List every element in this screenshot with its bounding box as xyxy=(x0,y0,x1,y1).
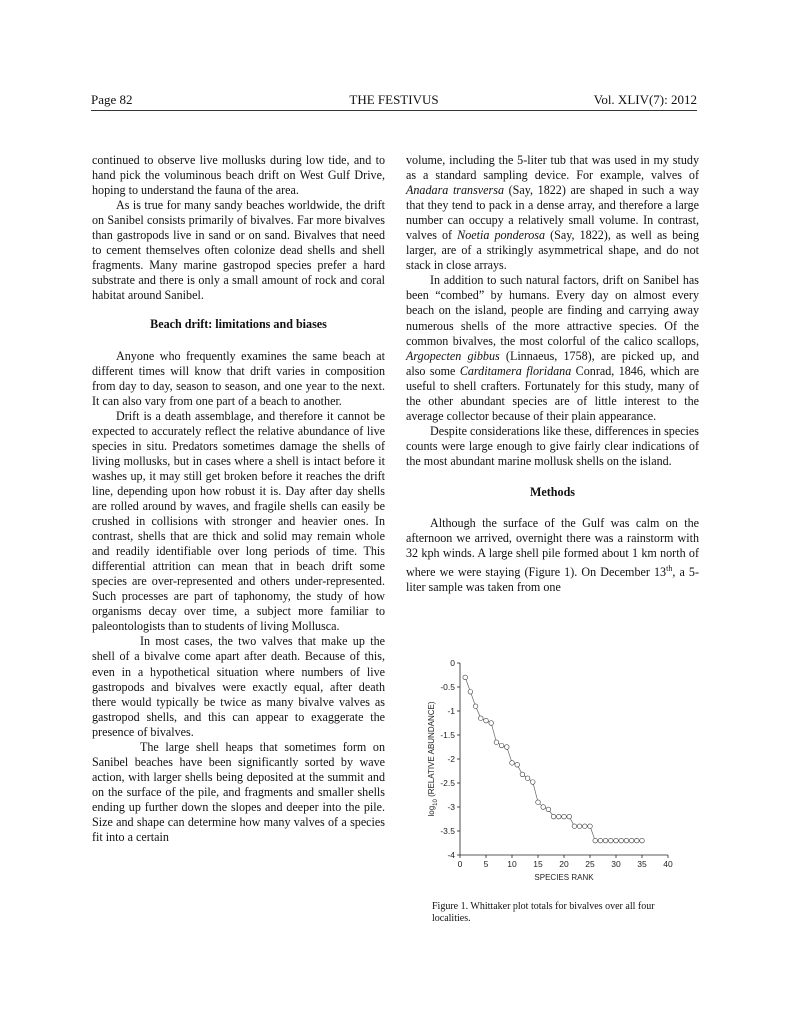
page-number: Page 82 xyxy=(91,92,133,107)
data-point xyxy=(531,780,536,785)
data-point xyxy=(603,838,608,843)
superscript: th xyxy=(666,564,673,574)
data-point xyxy=(598,838,603,843)
paragraph xyxy=(406,273,699,423)
species-name: Noetia ponderosa xyxy=(457,228,546,243)
y-tick-label: -0.5 xyxy=(440,682,455,692)
y-label-prefix: log xyxy=(427,805,436,817)
species-name: Anadara transversa xyxy=(406,183,505,198)
x-tick-label: 10 xyxy=(507,859,517,869)
paragraph xyxy=(406,516,699,595)
species-name: Argopecten gibbus xyxy=(406,348,500,363)
y-tick-label: -1.5 xyxy=(440,730,455,740)
text-run: Conrad, 1846, which are useful to shell crafters. Fortunately for this study, many of the other abundant species are of little interest to the average collector because of their plain appearance. xyxy=(406,363,700,423)
data-point xyxy=(629,838,634,843)
text-run: Although the surface of the Gulf was calm on the afternoon we arrived, overnight there was a rainstorm with 32 kph winds. A large shell pile formed about 1 km north of where we were staying (Figure 1). On December 13 xyxy=(406,516,699,580)
journal-title: THE FESTIVUS xyxy=(349,92,439,107)
text-run: In addition to such natural factors, drift on Sanibel has been “combed” by humans. Every day on almost every beach on the island, people are finding and carrying away numerous shells of the more attractive species. Of the common bivalves, the most colorful of the calico scallops, xyxy=(406,273,699,348)
y-axis-label xyxy=(427,701,439,816)
data-point xyxy=(619,838,624,843)
data-point xyxy=(489,721,494,726)
data-point xyxy=(536,800,541,805)
data-point xyxy=(505,745,510,750)
y-tick-label: -3.5 xyxy=(440,826,455,836)
x-tick-label: 25 xyxy=(585,859,595,869)
x-tick-label: 35 xyxy=(637,859,647,869)
whittaker-plot xyxy=(418,656,683,890)
x-tick-label: 15 xyxy=(533,859,543,869)
figure-caption: Figure 1. Whittaker plot totals for bivalves over all four localities. xyxy=(432,901,655,924)
data-point xyxy=(479,716,484,721)
x-axis-label: SPECIES RANK xyxy=(534,873,594,882)
section-heading: Methods xyxy=(529,484,575,499)
data-point xyxy=(546,807,551,812)
species-name: Carditamera floridana xyxy=(459,363,572,378)
data-point xyxy=(551,814,556,819)
data-point xyxy=(624,838,629,843)
text-run: , a 5-liter sample was taken from one xyxy=(406,565,699,595)
data-point xyxy=(484,718,489,723)
x-tick-label: 40 xyxy=(663,859,673,869)
figure-1 xyxy=(418,656,683,890)
x-tick-label: 30 xyxy=(611,859,621,869)
y-label-subscript: 10 xyxy=(433,799,439,806)
text-run: volume, including the 5-liter tub that was used in my study as a standard sampling device. For example, valves of xyxy=(406,153,699,183)
data-point xyxy=(463,675,468,680)
running-header xyxy=(91,92,697,111)
data-point xyxy=(562,814,567,819)
data-point xyxy=(635,838,640,843)
paragraph: As is true for many sandy beaches worldwide, the drift on Sanibel consists primarily of bivalves. Far more bivalves than gastropods live in sand or on sand. Bivalves that need to cement themselves often colonize dead shells and shell fragments. Many marine gastropod species prefer a hard substrate and there is only a small amount of rock and coral habitat around Sanibel. xyxy=(92,198,385,303)
data-point xyxy=(541,805,546,810)
paragraph: The large shell heaps that sometimes form on Sanibel beaches have been significantly sorted by wave action, with larger shells being deposited at the summit and on the surface of the pile, and fragments and smaller shells ending up further down the slopes and deeper into the pile. Size and shape can determine how many valves of a species fit into a certain xyxy=(92,739,385,845)
y-tick-label: -3 xyxy=(447,802,455,812)
data-point xyxy=(614,838,619,843)
paragraph: Anyone who frequently examines the same beach at different times will know that drift varies in composition from day to day, season to season, and one year to the next. It can also vary from one part of a beach to another. xyxy=(92,348,385,408)
y-label-suffix: (RELATIVE ABUNDANCE) xyxy=(427,701,436,800)
data-point xyxy=(520,772,525,777)
data-point xyxy=(525,776,530,781)
data-point xyxy=(515,762,520,767)
data-point xyxy=(557,814,562,819)
paragraph xyxy=(406,153,699,273)
x-tick-label: 0 xyxy=(457,859,463,869)
data-point xyxy=(593,838,598,843)
data-point xyxy=(609,838,614,843)
paragraph: Despite considerations like these, differences in species counts were large enough to give fairly clear indications of the most abundant marine mollusk shells on the island. xyxy=(406,423,699,468)
chart-axes xyxy=(440,658,673,869)
data-point xyxy=(468,690,473,695)
y-tick-label: -4 xyxy=(447,850,455,860)
y-tick-label: -2.5 xyxy=(440,778,455,788)
data-point xyxy=(510,761,515,766)
y-tick-label: -1 xyxy=(447,706,455,716)
text-run: (Say, 1822) are shaped in such a way that they tend to pack in a dense array, and therefore a large number can occupy a relatively small volume. In contrast, valves of xyxy=(406,183,699,243)
y-tick-label: -2 xyxy=(447,754,455,764)
data-point xyxy=(577,824,582,829)
text-run: (Say, 1822), as well as being larger, are of a strikingly asymmetrical shape, and do not stack in close arrays. xyxy=(406,228,699,273)
data-point xyxy=(640,838,645,843)
y-tick-label: 0 xyxy=(450,658,455,668)
chart-series xyxy=(463,675,644,843)
x-tick-label: 20 xyxy=(559,859,569,869)
x-tick-label: 5 xyxy=(483,859,489,869)
data-point xyxy=(499,743,504,748)
section-heading: Beach drift: limitations and biases xyxy=(150,317,327,332)
data-point xyxy=(494,740,499,745)
data-point xyxy=(588,824,593,829)
right-column xyxy=(406,153,699,595)
data-point xyxy=(567,814,572,819)
data-point xyxy=(473,704,478,709)
left-column xyxy=(92,153,385,845)
paragraph: Drift is a death assemblage, and therefore it cannot be expected to accurately reflect the relative abundance of live species in situ. Predators sometimes damage the shells of living mollusks, but in cases where a shell is intact before it washes up, it may still get broken before it reaches the drift line, depending upon how robust it is. Day after day shells are rolled around by waves, and fragile shells can easily be crushed in collisions with stronger and heavier ones. In contrast, shells that are thick and solid may remain whole and readily identifiable over long periods of time. This differential attrition can mean that in beach drift some species are over-represented and others under-represented. Such processes are part of taphonomy, the study of how organisms decay over time, a subject more familiar to paleontologists than to students of living Mollusca. xyxy=(92,408,385,634)
text-run: (Linnaeus, 1758), are picked up, and also some xyxy=(406,348,699,378)
volume-info: Vol. XLIV(7): 2012 xyxy=(593,92,697,107)
data-point xyxy=(572,824,577,829)
paragraph: continued to observe live mollusks during low tide, and to hand pick the voluminous beach drift on West Gulf Drive, hoping to understand the fauna of the area. xyxy=(92,153,385,198)
data-point xyxy=(583,824,588,829)
paragraph: In most cases, the two valves that make up the shell of a bivalve come apart after death. Because of this, even in a hypothetical situation where numbers of live gastropods and bivalves were exactly equal, after death there would typically be twice as many bivalve valves as gastropod shells, and this can appear to exaggerate the presence of bivalves. xyxy=(92,634,385,739)
